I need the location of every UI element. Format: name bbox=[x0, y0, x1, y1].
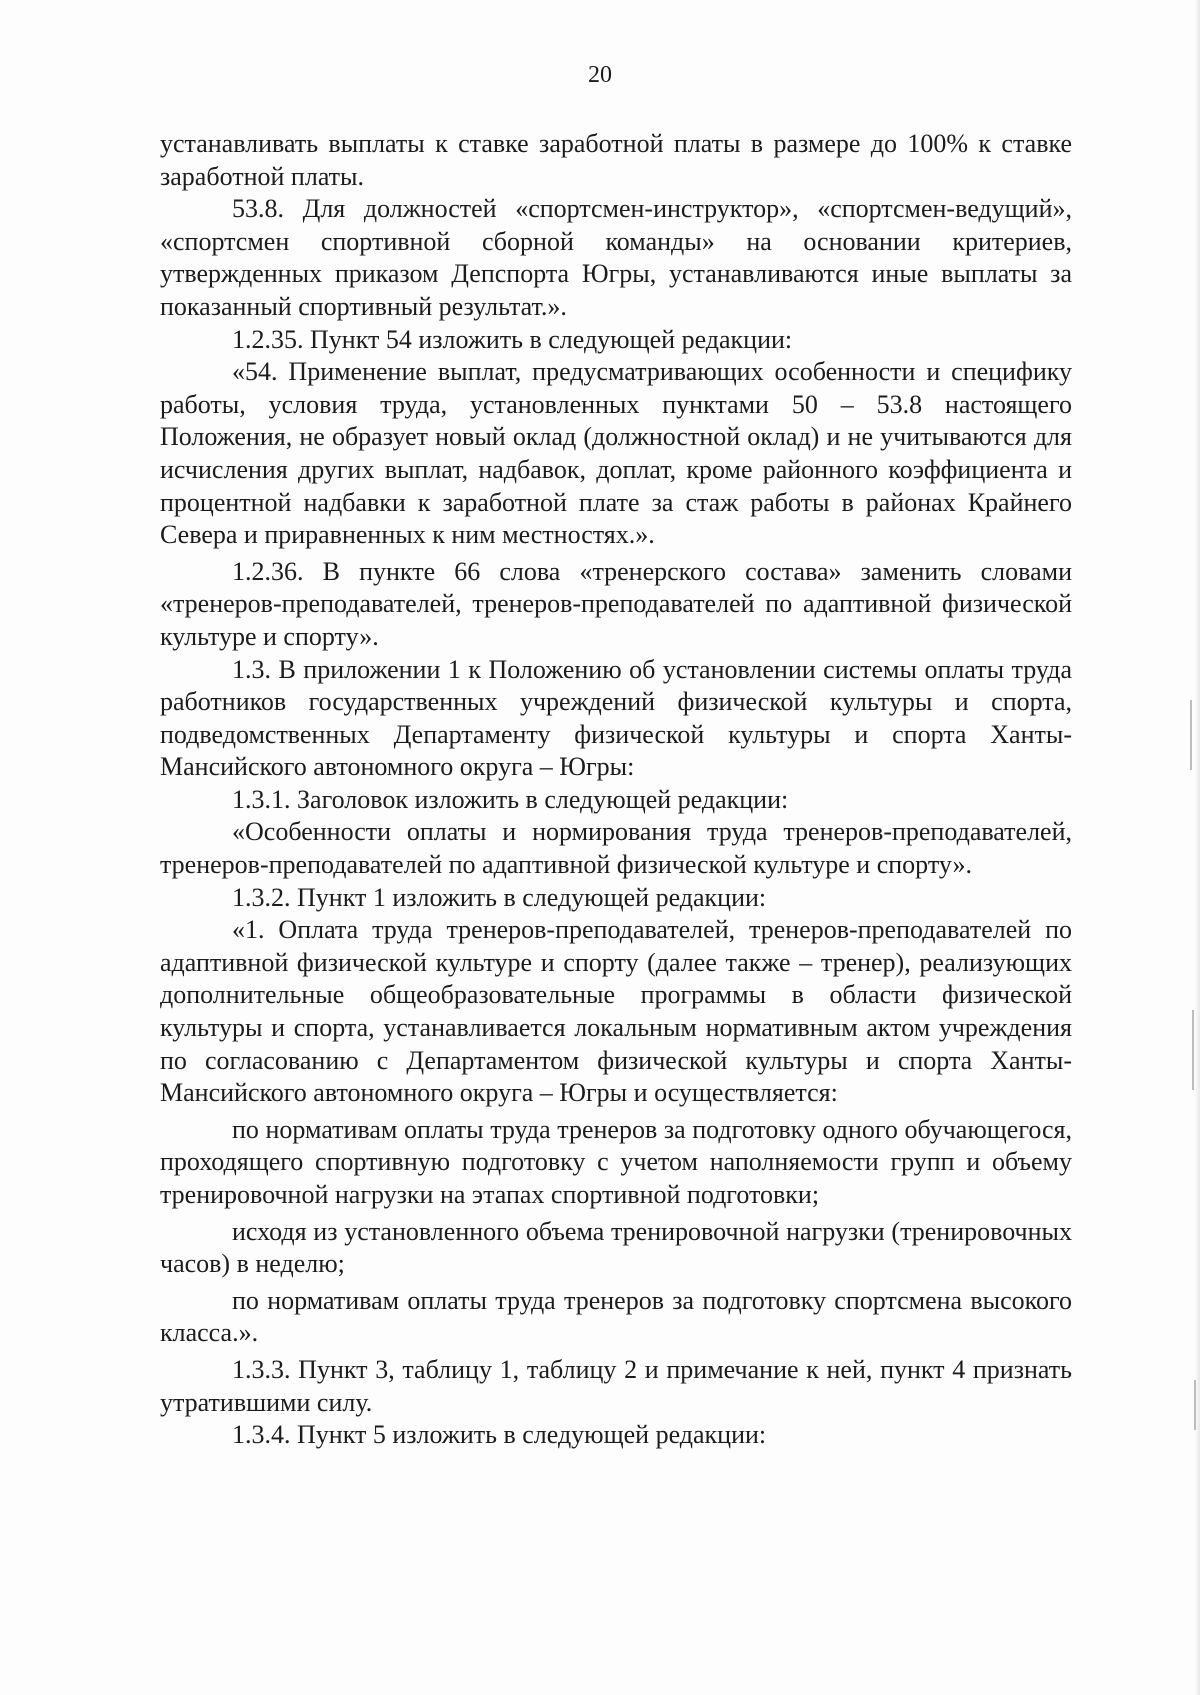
scan-artifact-line bbox=[1190, 700, 1192, 770]
scan-edge-shadow bbox=[1194, 0, 1200, 1695]
scan-artifact-line bbox=[1192, 1010, 1194, 1090]
paragraph: «Особенности оплаты и нормирования труда тренеров-преподавателей, тренеров-преподавателей по адаптивной физической культуре и спорту». bbox=[160, 817, 1072, 880]
paragraph: 1.2.36. В пункте 66 слова «тренерского состава» заменить словами «тренеров-преподавателей, тренеров-преподавателей по адаптивной физической культуре и спорту». bbox=[160, 556, 1072, 651]
paragraph: 53.8. Для должностей «спортсмен-инструктор», «спортсмен-ведущий», «спортсмен спортивной сборной команды» на основании критериев, утвержденных приказом Депспорта Югры, устанавливаются иные выплаты за показанный спортивный результат.». bbox=[160, 194, 1072, 321]
paragraph: 1.3.1. Заголовок изложить в следующей редакции: bbox=[232, 784, 789, 814]
page-number: 20 bbox=[588, 62, 612, 88]
paragraph: 1.3.3. Пункт 3, таблицу 1, таблицу 2 и примечание к ней, пункт 4 признать утратившими силу. bbox=[160, 1354, 1072, 1417]
scan-artifact-line bbox=[1194, 1380, 1196, 1430]
paragraph: 1.2.35. Пункт 54 изложить в следующей редакции: bbox=[232, 324, 793, 354]
paragraph: «54. Применение выплат, предусматривающих особенности и специфику работы, условия труда, установленных пунктами 50 – 53.8 настоящего Положения, не образует новый оклад (должностной оклад) и не учитываются для исчисления других выплат, надбавок, доплат, кроме районного коэффициента и процентной надбавки к заработной плате за стаж работы в районах Крайнего Севера и приравненных к ним местностях.». bbox=[160, 357, 1072, 550]
paragraph: 1.3.4. Пункт 5 изложить в следующей редакции: bbox=[232, 1420, 767, 1450]
paragraph: 1.3. В приложении 1 к Положению об установлении системы оплаты труда работников государственных учреждений физической культуры и спорта, подведомственных Департаменту физической культуры и спорта Ханты-Мансийского автономного округа – Югры: bbox=[160, 654, 1072, 782]
document-body bbox=[160, 128, 1072, 1452]
paragraph: исходя из установленного объема тренировочной нагрузки (тренировочных часов) в неделю; bbox=[160, 1216, 1072, 1279]
paragraph: по нормативам оплаты труда тренеров за подготовку спортсмена высокого класса.». bbox=[160, 1285, 1072, 1348]
paragraph: по нормативам оплаты труда тренеров за подготовку одного обучающегося, проходящего спортивную подготовку с учетом наполняемости групп и объему тренировочной нагрузки на этапах спортивной подготовки; bbox=[160, 1114, 1072, 1209]
paragraph: 1.3.2. Пункт 1 изложить в следующей редакции: bbox=[232, 882, 767, 912]
paragraph: «1. Оплата труда тренеров-преподавателей, тренеров-преподавателей по адаптивной физической культуре и спорту (далее также – тренер), реализующих дополнительные общеобразовательные программы в области физической культуры и спорта, устанавливается локальным нормативным актом учреждения по согласованию с Департаментом физической культуры и спорта Ханты-Мансийского автономного округа – Югры и осуществляется: bbox=[160, 915, 1072, 1108]
paragraph: устанавливать выплаты к ставке заработной платы в размере до 100% к ставке заработной платы. bbox=[160, 129, 1072, 191]
